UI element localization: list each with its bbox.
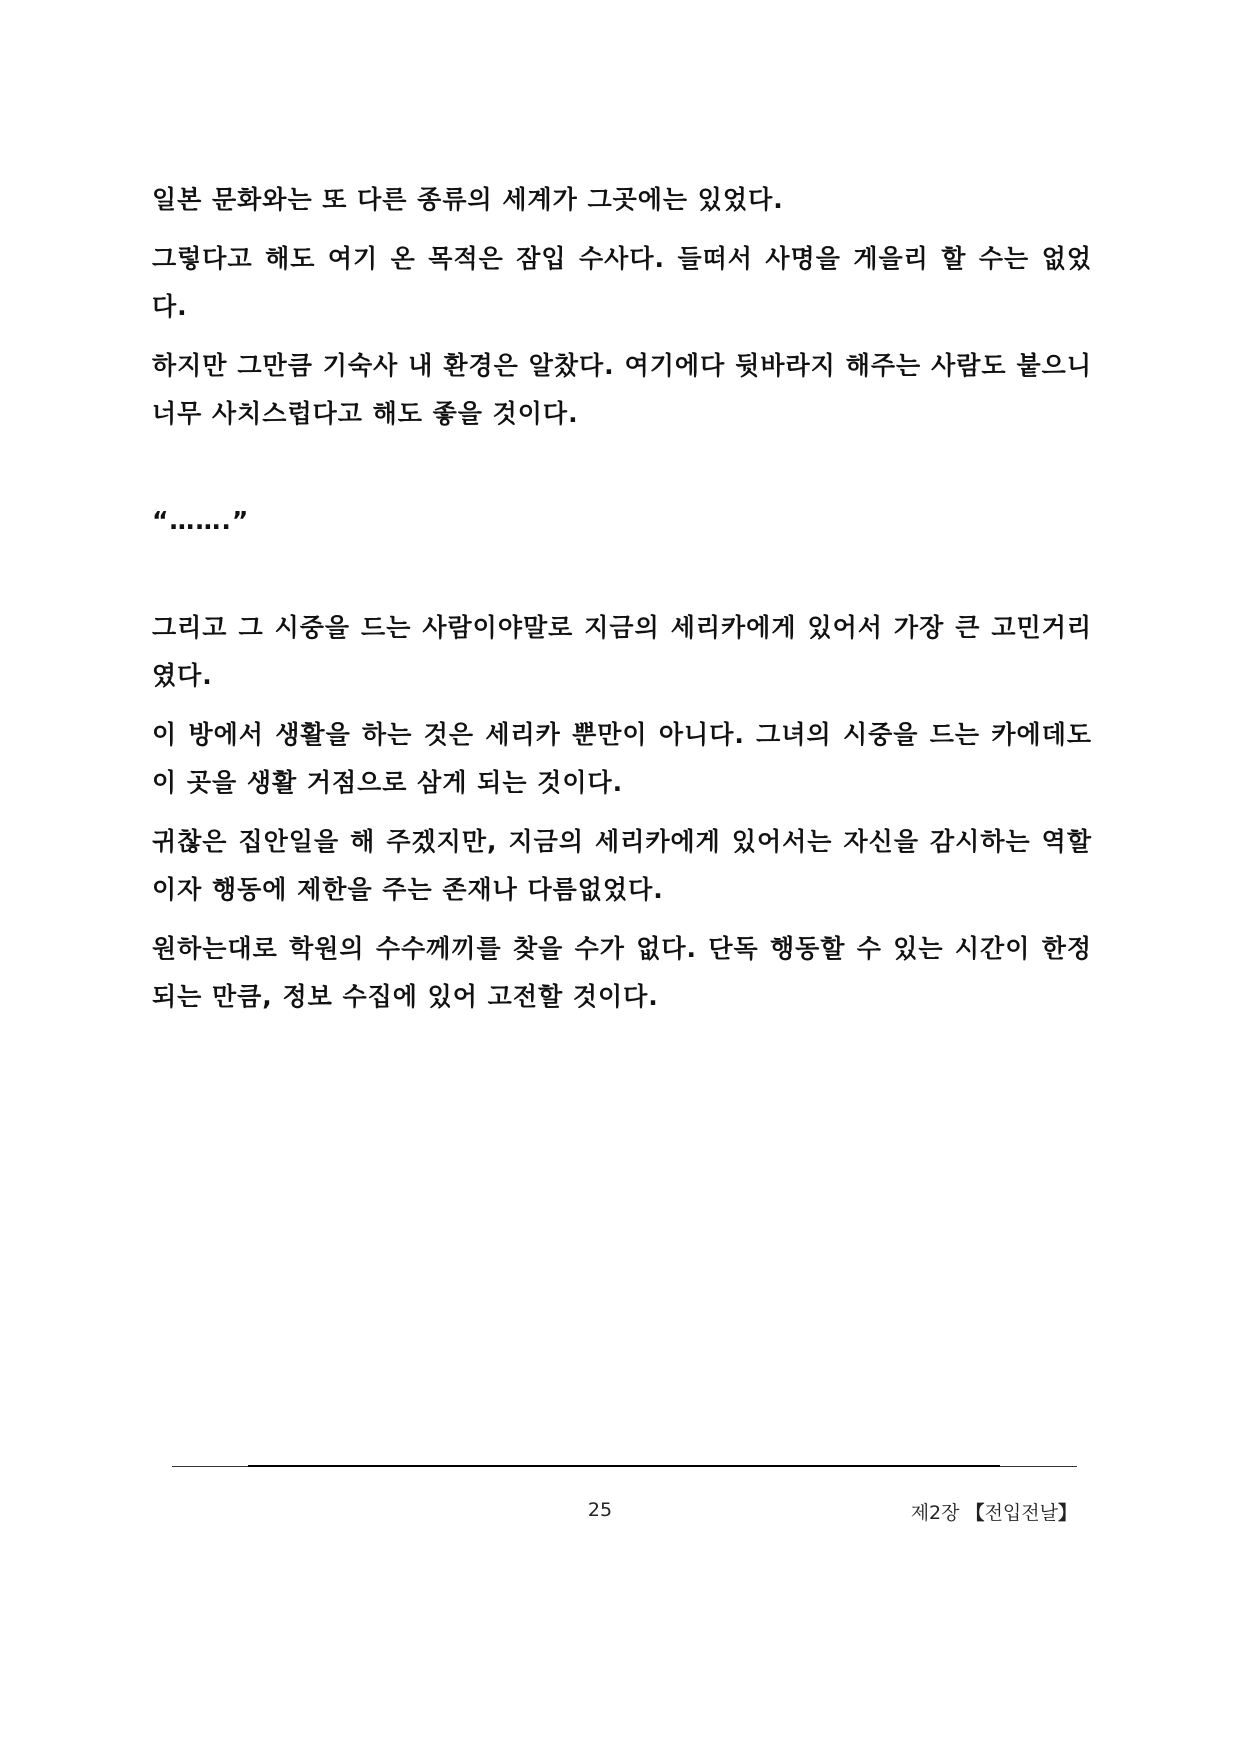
chapter-running-header: [911, 1498, 1077, 1525]
paragraph: 하지만 그만큼 기숙사 내 환경은 알찼다. 여기에다 뒷바라지 해주는 사람도 붙으니 너무 사치스럽다고 해도 좋을 것이다.: [152, 351, 1092, 428]
chapter-label: 제2장: [910, 1502, 960, 1524]
paragraph: 일본 문화와는 또 다른 종류의 세계가 그곳에는 있었다.: [152, 185, 784, 214]
bracket-open: 【: [965, 1502, 985, 1524]
paragraph-spacer: [152, 449, 1092, 497]
paragraph: 귀찮은 집안일을 해 주겠지만, 지금의 세리카에게 있어서는 자신을 감시하는 역할이자 행동에 제한을 주는 존재나 다름없었다.: [152, 827, 1092, 904]
paragraph: 이 방에서 생활을 하는 것은 세리카 뿐만이 아니다. 그녀의 시중을 드는 카에데도 이 곳을 생활 거점으로 삼게 되는 것이다.: [152, 720, 1092, 797]
paragraph-spacer: [152, 556, 1092, 604]
chapter-title: 전입전날: [984, 1502, 1058, 1524]
paragraph: 그렇다고 해도 여기 온 목적은 잠입 수사다. 들떠서 사명을 게을리 할 수는 없었다.: [152, 244, 1092, 321]
paragraph: 원하는대로 학원의 수수께끼를 찾을 수가 없다. 단독 행동할 수 있는 시간이 한정되는 만큼, 정보 수집에 있어 고전할 것이다.: [152, 934, 1092, 1011]
footer-rule-thick: [248, 1465, 1000, 1467]
dialogue-line: “…….”: [152, 506, 250, 535]
body-text: [152, 176, 1092, 1032]
paragraph: 그리고 그 시중을 드는 사람이야말로 지금의 세리카에게 있어서 가장 큰 고민거리였다.: [152, 613, 1092, 690]
page-number: 25: [587, 1499, 613, 1521]
bracket-close: 】: [1057, 1502, 1077, 1524]
